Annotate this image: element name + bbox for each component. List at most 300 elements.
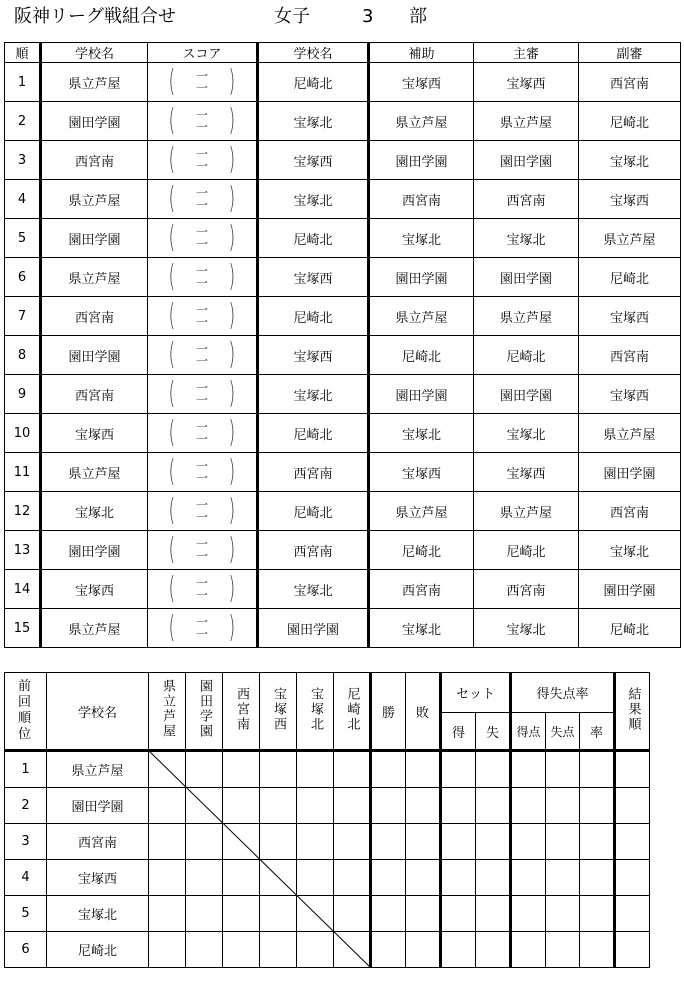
- close-bracket: ): [228, 64, 236, 99]
- sub-referee: 園田学園: [579, 453, 681, 492]
- close-bracket: ): [228, 493, 236, 528]
- score-dash-top: 一: [195, 147, 208, 161]
- score-dash-top: 一: [195, 225, 208, 239]
- table-row: [5, 531, 681, 570]
- set-lost-cell[interactable]: [476, 788, 511, 824]
- referee: 西宮南: [474, 570, 579, 609]
- opp-header-5: 尼崎北: [334, 673, 371, 751]
- open-bracket: (: [168, 532, 176, 567]
- result-cell[interactable]: [223, 788, 260, 824]
- header-prev-rank: 前回順位: [5, 673, 47, 751]
- team-2: 宝塚西: [258, 258, 369, 297]
- assistant: 宝塚西: [369, 453, 474, 492]
- standings-table: [4, 672, 650, 968]
- assistant: 宝塚北: [369, 414, 474, 453]
- header-sets: セット: [441, 673, 511, 713]
- score-dash-bottom: 一: [195, 159, 208, 173]
- match-order: 6: [5, 258, 41, 297]
- team-1: 西宮南: [41, 297, 148, 336]
- header-set-lost: 失: [476, 713, 511, 751]
- match-order: 9: [5, 375, 41, 414]
- score-dashes: [178, 148, 226, 172]
- prev-rank: 4: [5, 860, 47, 896]
- points-against-cell[interactable]: [546, 896, 580, 932]
- points-against-cell[interactable]: [546, 751, 580, 788]
- result-cell[interactable]: [260, 788, 297, 824]
- score-cell[interactable]: [148, 141, 258, 180]
- win-cell[interactable]: [371, 860, 406, 896]
- referee: 宝塚西: [474, 453, 579, 492]
- header-score: スコア: [148, 43, 258, 63]
- points-against-cell[interactable]: [546, 788, 580, 824]
- ratio-cell[interactable]: [580, 824, 615, 860]
- team-2: 西宮南: [258, 531, 369, 570]
- result-cell[interactable]: [223, 824, 260, 860]
- close-bracket: ): [228, 259, 236, 294]
- result-cell[interactable]: [334, 932, 371, 968]
- score-dashes: [178, 460, 226, 484]
- score-dash-bottom: 一: [195, 198, 208, 212]
- score-dash-bottom: 一: [195, 276, 208, 290]
- score-dash-bottom: 一: [195, 393, 208, 407]
- loss-cell[interactable]: [406, 824, 441, 860]
- sub-referee: 宝塚西: [579, 180, 681, 219]
- result-order-cell[interactable]: [615, 788, 650, 824]
- close-bracket: ): [228, 181, 236, 216]
- opp-header-0: 県立芦屋: [149, 673, 186, 751]
- points-for-cell[interactable]: [511, 896, 546, 932]
- ratio-cell[interactable]: [580, 788, 615, 824]
- result-cell[interactable]: [186, 860, 223, 896]
- result-cell[interactable]: [223, 932, 260, 968]
- set-won-cell[interactable]: [441, 860, 476, 896]
- assistant: 県立芦屋: [369, 102, 474, 141]
- match-order: 8: [5, 336, 41, 375]
- team-2: 尼崎北: [258, 414, 369, 453]
- score-dash-top: 一: [195, 615, 208, 629]
- close-bracket: ): [228, 376, 236, 411]
- table-row: [5, 180, 681, 219]
- loss-cell[interactable]: [406, 860, 441, 896]
- close-bracket: ): [228, 103, 236, 138]
- referee: 宝塚北: [474, 414, 579, 453]
- points-for-cell[interactable]: [511, 751, 546, 788]
- score-dash-top: 一: [195, 576, 208, 590]
- score-dash-top: 一: [195, 303, 208, 317]
- opp-header-3: 宝塚西: [260, 673, 297, 751]
- result-cell[interactable]: [260, 824, 297, 860]
- table-row: [5, 102, 681, 141]
- header-order: 順: [5, 43, 41, 63]
- prev-rank: 2: [5, 788, 47, 824]
- team-1: 県立芦屋: [41, 258, 148, 297]
- result-order-cell[interactable]: [615, 896, 650, 932]
- team-2: 西宮南: [258, 453, 369, 492]
- score-cell[interactable]: [148, 258, 258, 297]
- result-cell[interactable]: [334, 788, 371, 824]
- header-loss: 敗: [406, 673, 441, 751]
- open-bracket: (: [168, 220, 176, 255]
- sub-referee: 宝塚西: [579, 375, 681, 414]
- score-dash-top: 一: [195, 537, 208, 551]
- result-order-cell[interactable]: [615, 751, 650, 788]
- match-order: 2: [5, 102, 41, 141]
- table-row: [5, 570, 681, 609]
- assistant: 県立芦屋: [369, 297, 474, 336]
- assistant: 宝塚北: [369, 219, 474, 258]
- result-cell[interactable]: [223, 896, 260, 932]
- points-for-cell[interactable]: [511, 824, 546, 860]
- score-cell[interactable]: [148, 609, 258, 648]
- score-cell[interactable]: [148, 531, 258, 570]
- score-dashes: [178, 382, 226, 406]
- header-ratio: 率: [580, 713, 615, 751]
- open-bracket: (: [168, 454, 176, 489]
- sub-referee: 県立芦屋: [579, 219, 681, 258]
- result-cell[interactable]: [186, 896, 223, 932]
- points-against-cell[interactable]: [546, 932, 580, 968]
- result-cell[interactable]: [186, 751, 223, 788]
- match-order: 13: [5, 531, 41, 570]
- school-name: 宝塚北: [47, 896, 149, 932]
- close-bracket: ): [228, 610, 236, 645]
- sub-referee: 尼崎北: [579, 609, 681, 648]
- result-cell[interactable]: [149, 824, 186, 860]
- header-result-order: 結果順: [615, 673, 650, 751]
- result-cell[interactable]: [149, 788, 186, 824]
- opp-header-1: 園田学園: [186, 673, 223, 751]
- match-order: 11: [5, 453, 41, 492]
- referee: 尼崎北: [474, 336, 579, 375]
- score-dash-top: 一: [195, 342, 208, 356]
- header-referee: 主審: [474, 43, 579, 63]
- score-dashes: [178, 421, 226, 445]
- sub-referee: 西宮南: [579, 336, 681, 375]
- score-cell[interactable]: [148, 180, 258, 219]
- referee: 園田学園: [474, 141, 579, 180]
- team-1: 園田学園: [41, 102, 148, 141]
- school-name: 西宮南: [47, 824, 149, 860]
- header-school-2: 学校名: [258, 43, 369, 63]
- score-dash-bottom: 一: [195, 315, 208, 329]
- close-bracket: ): [228, 532, 236, 567]
- sub-referee: 園田学園: [579, 570, 681, 609]
- team-1: 宝塚北: [41, 492, 148, 531]
- header-win: 勝: [371, 673, 406, 751]
- score-cell[interactable]: [148, 219, 258, 258]
- header-points-for: 得点: [511, 713, 546, 751]
- school-name: 園田学園: [47, 788, 149, 824]
- result-cell[interactable]: [223, 860, 260, 896]
- result-cell[interactable]: [149, 896, 186, 932]
- ratio-cell[interactable]: [580, 860, 615, 896]
- score-dash-top: 一: [195, 381, 208, 395]
- score-dash-bottom: 一: [195, 81, 208, 95]
- table-row: [5, 297, 681, 336]
- table-row: [5, 824, 650, 860]
- score-dash-bottom: 一: [195, 510, 208, 524]
- close-bracket: ): [228, 298, 236, 333]
- loss-cell[interactable]: [406, 751, 441, 788]
- match-schedule-table: [4, 42, 681, 648]
- result-cell[interactable]: [186, 788, 223, 824]
- score-cell[interactable]: [148, 336, 258, 375]
- close-bracket: ): [228, 220, 236, 255]
- result-order-cell[interactable]: [615, 860, 650, 896]
- win-cell[interactable]: [371, 932, 406, 968]
- win-cell[interactable]: [371, 788, 406, 824]
- open-bracket: (: [168, 415, 176, 450]
- set-won-cell[interactable]: [441, 824, 476, 860]
- school-name: 尼崎北: [47, 932, 149, 968]
- points-against-cell[interactable]: [546, 860, 580, 896]
- score-dashes: [178, 265, 226, 289]
- referee: 園田学園: [474, 258, 579, 297]
- team-1: 宝塚西: [41, 414, 148, 453]
- division-label: 部: [409, 6, 427, 27]
- table-row: [5, 141, 681, 180]
- header-assistant: 補助: [369, 43, 474, 63]
- close-bracket: ): [228, 571, 236, 606]
- score-dash-bottom: 一: [195, 120, 208, 134]
- match-order: 5: [5, 219, 41, 258]
- open-bracket: (: [168, 610, 176, 645]
- table-row: [5, 788, 650, 824]
- match-order: 1: [5, 63, 41, 102]
- assistant: 宝塚西: [369, 63, 474, 102]
- match-order: 10: [5, 414, 41, 453]
- result-cell[interactable]: [334, 751, 371, 788]
- team-2: 宝塚北: [258, 375, 369, 414]
- ratio-cell[interactable]: [580, 896, 615, 932]
- team-2: 尼崎北: [258, 63, 369, 102]
- team-2: 宝塚西: [258, 336, 369, 375]
- referee: 県立芦屋: [474, 102, 579, 141]
- opp-header-4: 宝塚北: [297, 673, 334, 751]
- open-bracket: (: [168, 337, 176, 372]
- assistant: 園田学園: [369, 258, 474, 297]
- referee: 県立芦屋: [474, 492, 579, 531]
- sub-referee: 宝塚北: [579, 531, 681, 570]
- sub-referee: 宝塚北: [579, 141, 681, 180]
- open-bracket: (: [168, 493, 176, 528]
- assistant: 尼崎北: [369, 531, 474, 570]
- score-dashes: [178, 343, 226, 367]
- referee: 宝塚北: [474, 609, 579, 648]
- result-order-cell[interactable]: [615, 824, 650, 860]
- set-won-cell[interactable]: [441, 932, 476, 968]
- team-2: 宝塚北: [258, 180, 369, 219]
- points-for-cell[interactable]: [511, 860, 546, 896]
- school-name: 宝塚西: [47, 860, 149, 896]
- team-1: 園田学園: [41, 531, 148, 570]
- match-order: 14: [5, 570, 41, 609]
- result-cell[interactable]: [297, 751, 334, 788]
- set-won-cell[interactable]: [441, 788, 476, 824]
- score-cell[interactable]: [148, 570, 258, 609]
- table-row: [5, 375, 681, 414]
- assistant: 園田学園: [369, 375, 474, 414]
- table-row: [5, 896, 650, 932]
- result-cell[interactable]: [297, 788, 334, 824]
- score-dash-top: 一: [195, 498, 208, 512]
- score-dashes: [178, 499, 226, 523]
- table-row: [5, 860, 650, 896]
- score-cell[interactable]: [148, 453, 258, 492]
- result-cell[interactable]: [297, 896, 334, 932]
- ratio-cell[interactable]: [580, 932, 615, 968]
- result-cell[interactable]: [260, 896, 297, 932]
- table-row: [5, 751, 650, 788]
- result-cell[interactable]: [186, 932, 223, 968]
- table-row: [5, 63, 681, 102]
- set-lost-cell[interactable]: [476, 896, 511, 932]
- result-cell[interactable]: [260, 932, 297, 968]
- score-dash-top: 一: [195, 264, 208, 278]
- result-cell[interactable]: [334, 860, 371, 896]
- school-name: 県立芦屋: [47, 751, 149, 788]
- assistant: 県立芦屋: [369, 492, 474, 531]
- referee: 尼崎北: [474, 531, 579, 570]
- score-dash-top: 一: [195, 186, 208, 200]
- team-1: 県立芦屋: [41, 453, 148, 492]
- assistant: 尼崎北: [369, 336, 474, 375]
- table-row: [5, 609, 681, 648]
- result-cell[interactable]: [186, 824, 223, 860]
- match-order: 15: [5, 609, 41, 648]
- sub-referee: 尼崎北: [579, 102, 681, 141]
- score-dashes: [178, 304, 226, 328]
- sub-referee: 宝塚西: [579, 297, 681, 336]
- result-cell[interactable]: [334, 824, 371, 860]
- team-1: 西宮南: [41, 375, 148, 414]
- match-order: 7: [5, 297, 41, 336]
- ratio-cell[interactable]: [580, 751, 615, 788]
- open-bracket: (: [168, 376, 176, 411]
- score-cell[interactable]: [148, 492, 258, 531]
- score-cell[interactable]: [148, 102, 258, 141]
- score-cell[interactable]: [148, 63, 258, 102]
- result-cell[interactable]: [297, 932, 334, 968]
- result-cell[interactable]: [297, 860, 334, 896]
- referee: 園田学園: [474, 375, 579, 414]
- points-against-cell[interactable]: [546, 824, 580, 860]
- close-bracket: ): [228, 142, 236, 177]
- set-won-cell[interactable]: [441, 751, 476, 788]
- match-order: 3: [5, 141, 41, 180]
- result-cell[interactable]: [149, 751, 186, 788]
- league-title: 阪神リーグ戦組合せ: [14, 6, 176, 27]
- team-1: 県立芦屋: [41, 609, 148, 648]
- result-cell[interactable]: [260, 751, 297, 788]
- loss-cell[interactable]: [406, 788, 441, 824]
- close-bracket: ): [228, 415, 236, 450]
- sub-referee: 県立芦屋: [579, 414, 681, 453]
- header-sub-referee: 副審: [579, 43, 681, 63]
- assistant: 園田学園: [369, 141, 474, 180]
- score-cell[interactable]: [148, 375, 258, 414]
- points-for-cell[interactable]: [511, 932, 546, 968]
- division-number: 3: [362, 6, 374, 27]
- gender-label: 女子: [274, 6, 310, 27]
- team-1: 園田学園: [41, 336, 148, 375]
- score-dash-bottom: 一: [195, 354, 208, 368]
- team-2: 宝塚西: [258, 141, 369, 180]
- team-2: 尼崎北: [258, 492, 369, 531]
- win-cell[interactable]: [371, 751, 406, 788]
- result-cell[interactable]: [149, 860, 186, 896]
- loss-cell[interactable]: [406, 932, 441, 968]
- result-cell[interactable]: [149, 932, 186, 968]
- score-dashes: [178, 616, 226, 640]
- assistant: 西宮南: [369, 570, 474, 609]
- assistant: 西宮南: [369, 180, 474, 219]
- score-dash-bottom: 一: [195, 471, 208, 485]
- team-1: 県立芦屋: [41, 63, 148, 102]
- result-cell[interactable]: [334, 896, 371, 932]
- team-1: 県立芦屋: [41, 180, 148, 219]
- result-order-cell[interactable]: [615, 932, 650, 968]
- table-row: [5, 258, 681, 297]
- set-lost-cell[interactable]: [476, 932, 511, 968]
- table-row: [5, 492, 681, 531]
- table-row: [5, 453, 681, 492]
- prev-rank: 3: [5, 824, 47, 860]
- score-dash-bottom: 一: [195, 237, 208, 251]
- score-dash-top: 一: [195, 108, 208, 122]
- loss-cell[interactable]: [406, 896, 441, 932]
- result-cell[interactable]: [223, 751, 260, 788]
- score-dash-top: 一: [195, 69, 208, 83]
- close-bracket: ): [228, 454, 236, 489]
- win-cell[interactable]: [371, 824, 406, 860]
- team-2: 園田学園: [258, 609, 369, 648]
- referee: 県立芦屋: [474, 297, 579, 336]
- score-dashes: [178, 538, 226, 562]
- header-school-1: 学校名: [41, 43, 148, 63]
- set-lost-cell[interactable]: [476, 824, 511, 860]
- result-cell[interactable]: [260, 860, 297, 896]
- team-2: 尼崎北: [258, 219, 369, 258]
- referee: 宝塚北: [474, 219, 579, 258]
- standings-header-row: [5, 673, 650, 713]
- score-cell[interactable]: [148, 414, 258, 453]
- prev-rank: 1: [5, 751, 47, 788]
- score-dash-bottom: 一: [195, 432, 208, 446]
- header-points-ratio: 得失点率: [511, 673, 615, 713]
- points-for-cell[interactable]: [511, 788, 546, 824]
- sub-referee: 尼崎北: [579, 258, 681, 297]
- score-dash-bottom: 一: [195, 627, 208, 641]
- team-1: 園田学園: [41, 219, 148, 258]
- open-bracket: (: [168, 259, 176, 294]
- result-cell[interactable]: [297, 824, 334, 860]
- table-row: [5, 414, 681, 453]
- score-dash-bottom: 一: [195, 549, 208, 563]
- score-cell[interactable]: [148, 297, 258, 336]
- referee: 宝塚西: [474, 63, 579, 102]
- team-2: 尼崎北: [258, 297, 369, 336]
- prev-rank: 5: [5, 896, 47, 932]
- team-2: 宝塚北: [258, 570, 369, 609]
- team-1: 宝塚西: [41, 570, 148, 609]
- win-cell[interactable]: [371, 896, 406, 932]
- set-won-cell[interactable]: [441, 896, 476, 932]
- set-lost-cell[interactable]: [476, 751, 511, 788]
- score-dashes: [178, 226, 226, 250]
- set-lost-cell[interactable]: [476, 860, 511, 896]
- opp-header-2: 西宮南: [223, 673, 260, 751]
